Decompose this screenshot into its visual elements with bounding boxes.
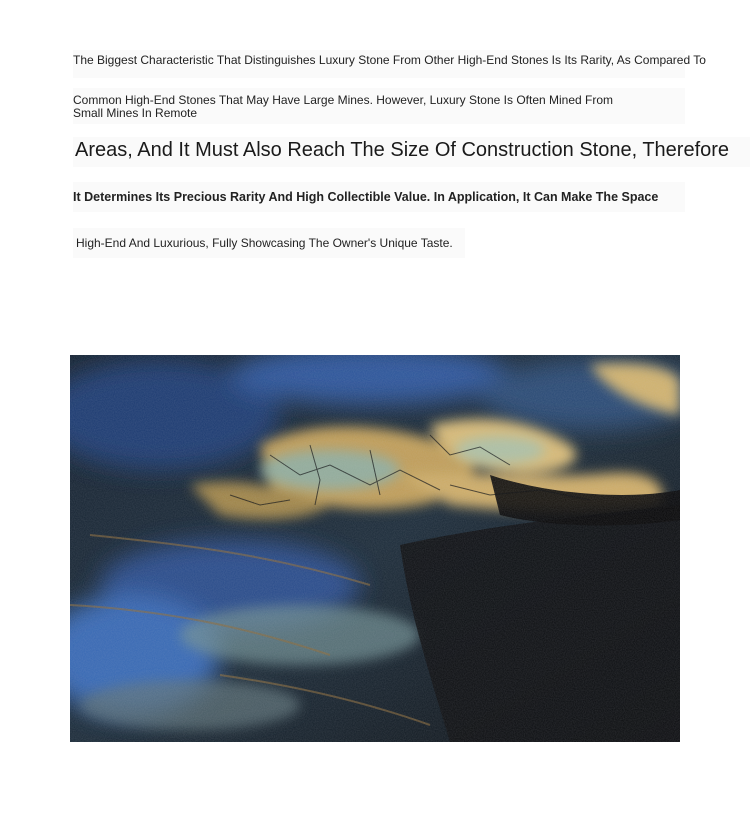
text-line-3: Areas, And It Must Also Reach The Size Of Construction Stone, Therefore (75, 139, 730, 161)
paragraph-line-2 (73, 88, 685, 124)
stone-texture-illustration (70, 355, 680, 742)
text-line-2a: Common High-End Stones That May Have Large Mines. However, Luxury Stone Is Often Mined From (73, 93, 614, 107)
paragraph-line-4 (73, 182, 685, 212)
text-line-1: The Biggest Characteristic That Distinguishes Luxury Stone From Other High-End Stones Is Its Rarity, As Compared To (73, 53, 706, 67)
text-line-4: It Determines Its Precious Rarity And High Collectible Value. In Application, It Can Make The Space (73, 190, 659, 204)
text-line-5: High-End And Luxurious, Fully Showcasing The Owner's Unique Taste. (76, 236, 453, 250)
paragraph-line-3-large (73, 137, 750, 167)
paragraph-line-5 (73, 228, 465, 258)
paragraph-line-1 (73, 50, 706, 78)
labradorite-stone-image (70, 355, 680, 742)
text-line-2b: Small Mines In Remote (73, 106, 198, 120)
